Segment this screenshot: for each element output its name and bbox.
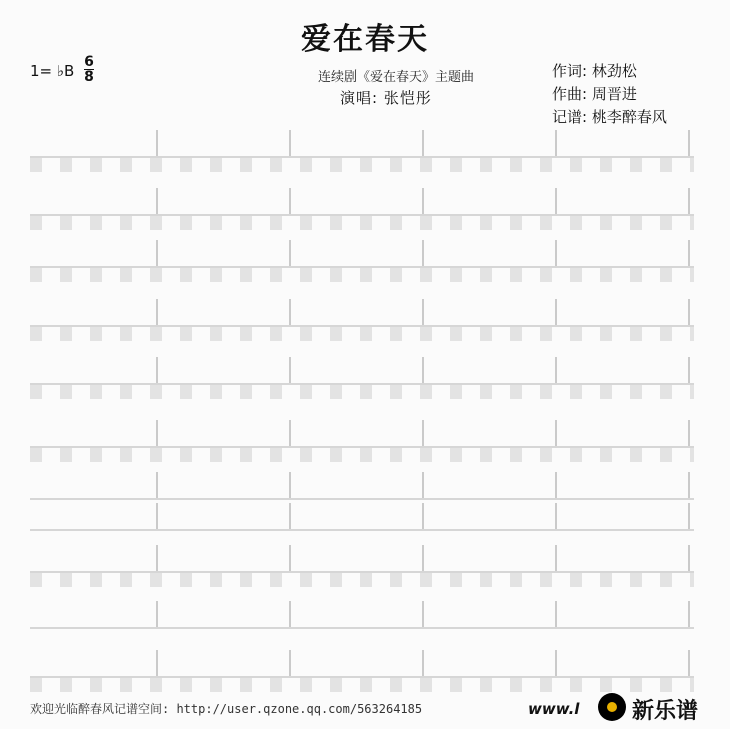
score-row-11: [30, 650, 694, 694]
song-title: 爱在春天: [301, 22, 429, 57]
site-fragment: www.l: [528, 700, 580, 718]
lyricist: 作词: 林劲松: [552, 62, 637, 80]
meter-bottom: 8: [84, 69, 94, 85]
site-logo: [598, 693, 720, 723]
score-row-9: [30, 545, 694, 589]
score-row-4: [30, 299, 694, 343]
footer-text: 欢迎光临醉春风记谱空间: http://user.qzone.qq.com/563264185: [30, 702, 423, 716]
key-signature: 1= ♭B: [30, 62, 75, 80]
song-subtitle: 连续剧《爱在春天》主题曲: [318, 70, 475, 85]
score-row-1: [30, 130, 694, 174]
time-signature: [84, 56, 94, 83]
singer: 演唱: 张恺彤: [340, 89, 432, 107]
composer: 作曲: 周晋进: [552, 85, 637, 103]
transcriber: 记谱: 桃李醉春风: [552, 108, 667, 126]
score-row-3: [30, 240, 694, 284]
score-row-2: [30, 188, 694, 232]
credits: [552, 60, 667, 129]
score-row-8: [30, 503, 694, 547]
score-row-6: [30, 420, 694, 464]
logo-text: 新乐谱: [632, 699, 699, 724]
meter-top: 6: [84, 54, 94, 70]
record-icon: [598, 693, 626, 721]
score-row-5: [30, 357, 694, 401]
score-row-10: [30, 601, 694, 645]
